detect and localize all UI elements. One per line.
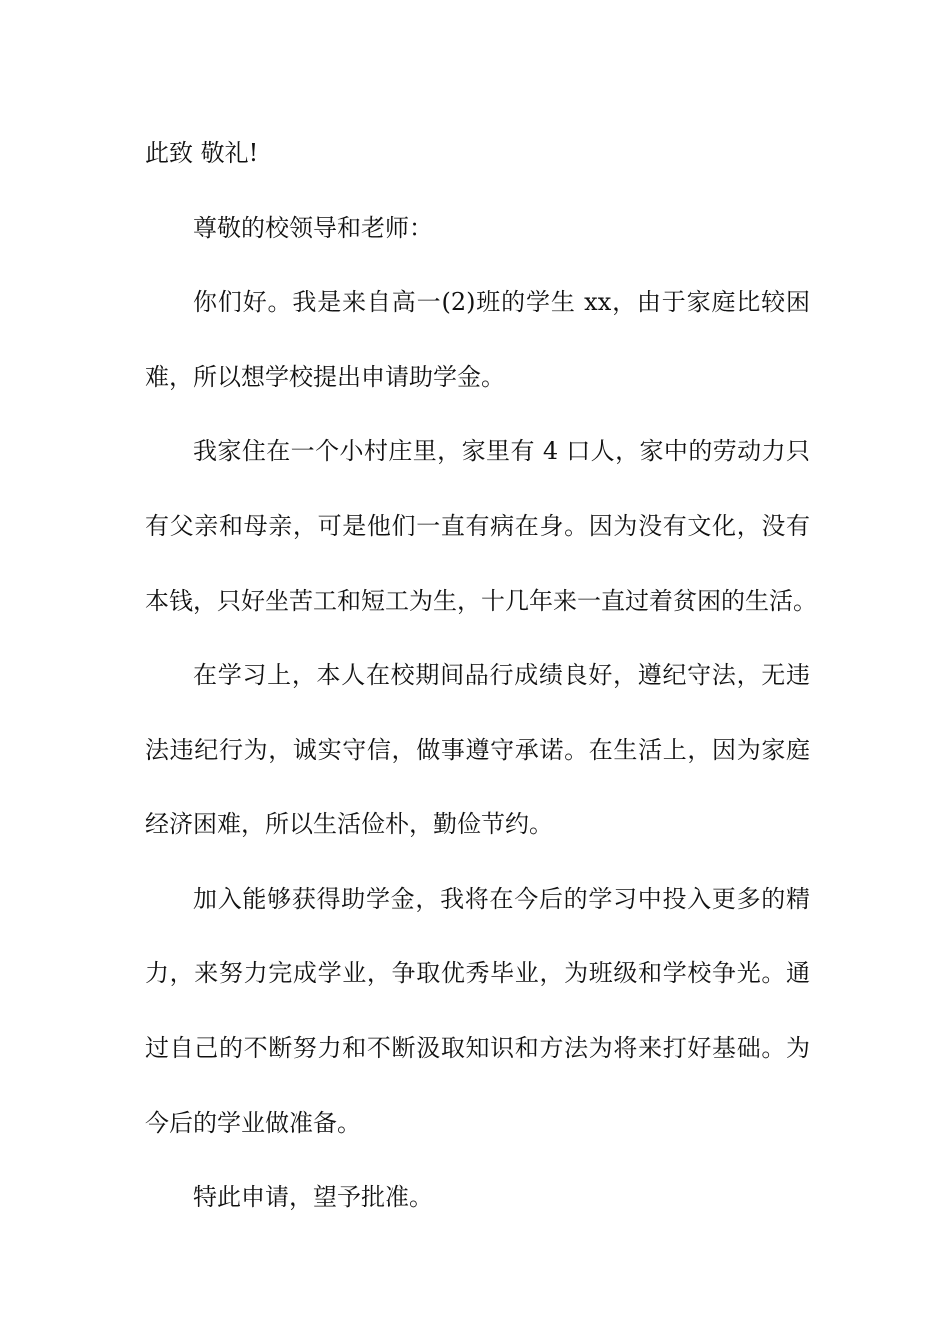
paragraph-line: 本钱，只好坐苦工和短工为生，十几年来一直过着贫困的生活。 <box>145 587 817 615</box>
paragraph-line: 在学习上，本人在校期间品行成绩良好，遵纪守法，无违 <box>193 661 810 689</box>
paragraph-line: 有父亲和母亲，可是他们一直有病在身。因为没有文化，没有 <box>145 512 810 540</box>
paragraph-line: 过自己的不断努力和不断汲取知识和方法为将来打好基础。为 <box>145 1034 810 1062</box>
paragraph-line: 今后的学业做准备。 <box>145 1109 361 1137</box>
salutation-line: 尊敬的校领导和老师： <box>193 214 433 242</box>
paragraph-line: 你们好。我是来自高一(2)班的学生 xx，由于家庭比较困 <box>193 288 810 316</box>
paragraph-line: 特此申请，望予批准。 <box>193 1183 433 1211</box>
paragraph-line: 加入能够获得助学金，我将在今后的学习中投入更多的精 <box>193 885 810 913</box>
paragraph-line: 经济困难，所以生活俭朴，勤俭节约。 <box>145 810 553 838</box>
paragraph-line: 难，所以想学校提出申请助学金。 <box>145 363 505 391</box>
paragraph-line: 我家住在一个小村庄里，家里有 4 口人，家中的劳动力只 <box>193 437 810 465</box>
closing-line: 此致 敬礼! <box>145 139 259 167</box>
paragraph-line: 力，来努力完成学业，争取优秀毕业，为班级和学校争光。通 <box>145 959 810 987</box>
paragraph-line: 法违纪行为，诚实守信，做事遵守承诺。在生活上，因为家庭 <box>145 736 810 764</box>
